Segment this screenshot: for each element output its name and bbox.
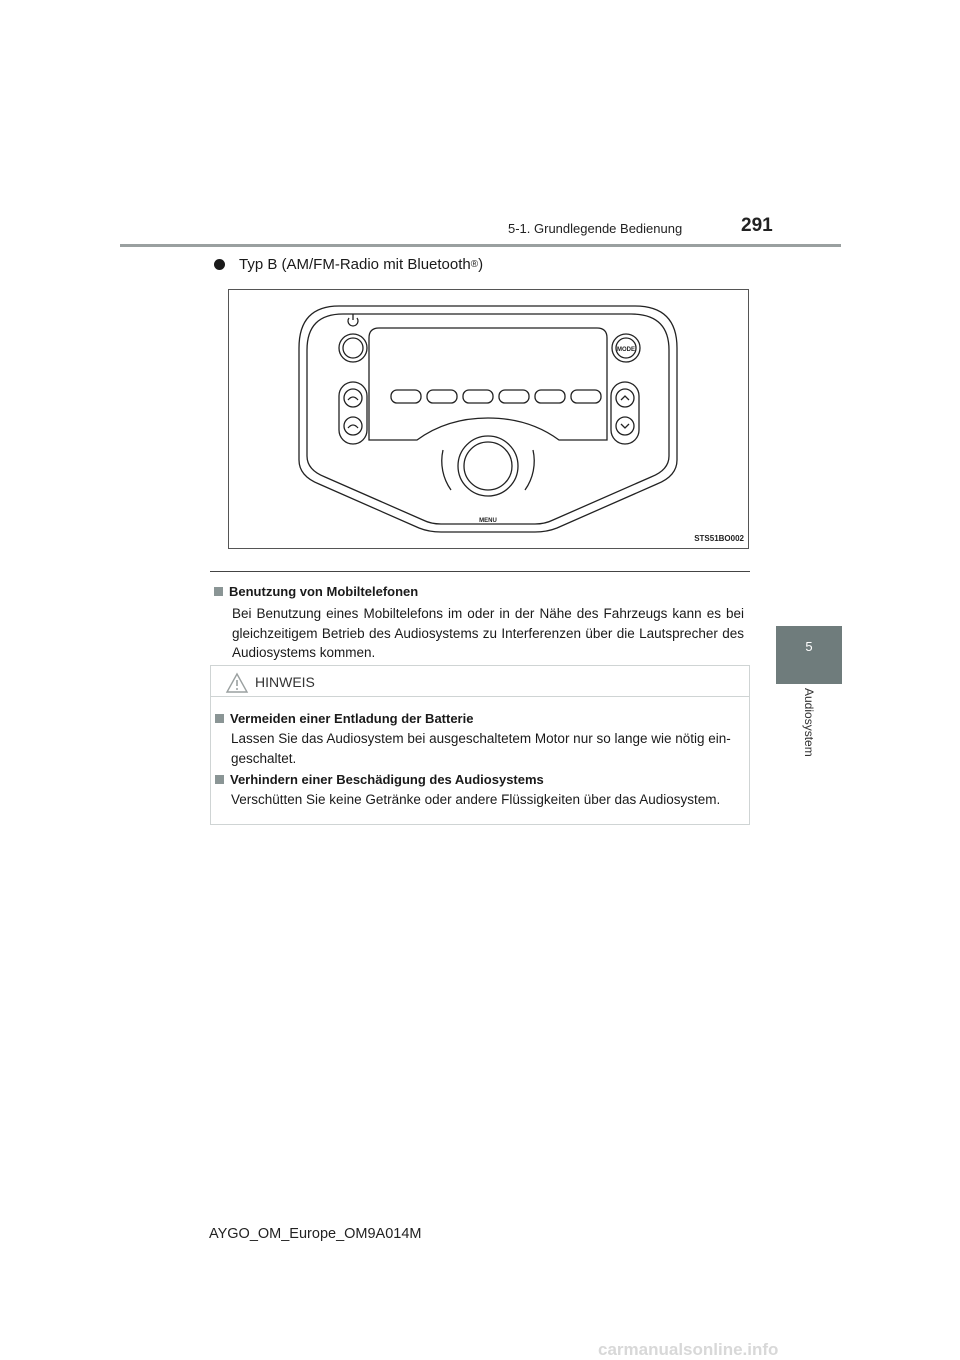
notice-item-heading [215, 772, 544, 787]
bullet-heading-end: ) [478, 256, 484, 273]
header-section-title: 5-1. Grundlegende Bedienung [508, 221, 683, 236]
header-divider [120, 244, 841, 247]
square-bullet-icon [215, 714, 224, 723]
bullet-heading-text: Typ B (AM/FM-Radio mit Bluetooth [239, 256, 471, 273]
notice-title: HINWEIS [255, 674, 315, 690]
notice-item-heading [215, 711, 473, 726]
notice-divider [211, 696, 749, 697]
chapter-tab-label-container [776, 684, 842, 774]
bullet-dot-icon [214, 259, 225, 270]
notice-item-body: Verschütten Sie keine Getränke oder andere Flüssigkeiten über das Audiosystem. [231, 792, 721, 807]
watermark: carmanualsonline.info [598, 1340, 779, 1359]
page-number: 291 [741, 215, 773, 236]
section-divider [210, 571, 750, 572]
notice-box [210, 665, 750, 825]
bullet-heading [214, 256, 483, 273]
chapter-tab-number[interactable]: 5 [776, 626, 842, 684]
square-bullet-icon [215, 775, 224, 784]
notice-item-heading-text: Verhindern einer Beschädigung des Audiosystems [230, 772, 544, 787]
notice-item-body: Lassen Sie das Audiosystem bei ausgeschaltetem Motor nur so lange wie nötig ein-geschaltet. [231, 731, 731, 766]
registered-mark: ® [470, 259, 479, 270]
menu-knob-label: MENU [479, 518, 497, 524]
warning-triangle-icon [225, 672, 249, 694]
chapter-tab-label: Audiosystem [802, 688, 816, 757]
figure-code: STS51BO002 [694, 534, 744, 543]
footer-document-id: AYGO_OM_Europe_OM9A014M [209, 1226, 422, 1242]
section-heading [214, 584, 418, 599]
audio-unit-illustration [229, 290, 748, 548]
notice-item-heading-text: Vermeiden einer Entladung der Batterie [230, 711, 474, 726]
mode-button-label: MODE [617, 347, 635, 353]
square-bullet-icon [214, 587, 223, 596]
audio-unit-figure [228, 289, 749, 549]
section-body: Bei Benutzung eines Mobiltelefons im oder in der Nähe des Fahrzeugs kann es bei gleichzeitigem Betrieb des Audiosystems zu Interferenzen über die Lautsprecher des Audiosystems kommen. [232, 606, 744, 660]
section-heading-text: Benutzung von Mobiltelefonen [229, 584, 419, 599]
